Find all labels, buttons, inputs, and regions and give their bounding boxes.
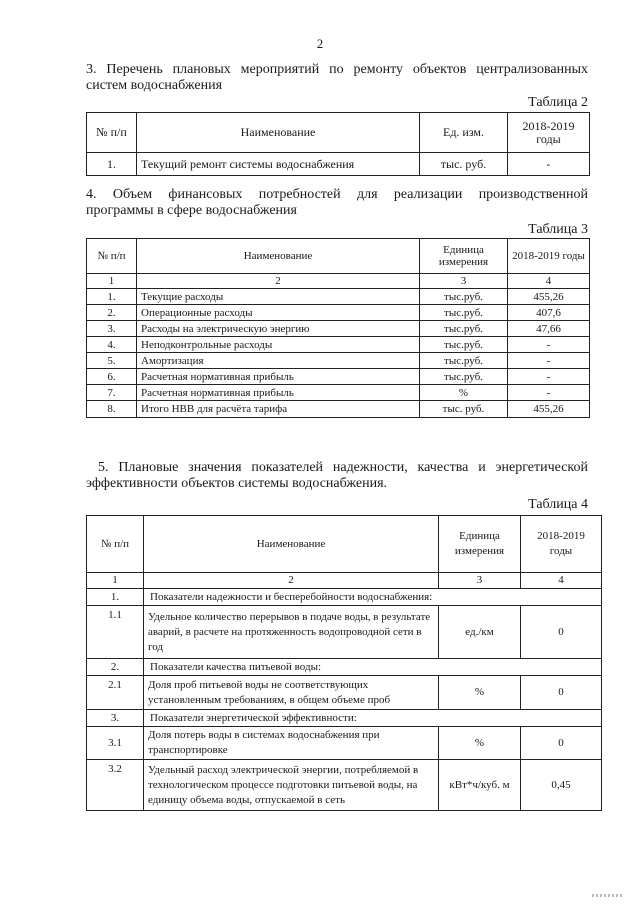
row-name: Расчетная нормативная прибыль: [137, 369, 420, 385]
row-value: -: [508, 153, 590, 176]
colnum: 1: [87, 573, 144, 589]
row-num: 3.1: [87, 727, 144, 760]
table-row: [87, 321, 590, 337]
page-number: 2: [316, 36, 324, 51]
row-num: 1.1: [87, 606, 144, 659]
row-name: Текущие расходы: [137, 289, 420, 305]
row-value: 407,6: [508, 305, 590, 321]
table-row: [87, 353, 590, 369]
table2: [86, 112, 590, 176]
table3-header-num: № п/п: [87, 239, 137, 274]
table3-header-row: [87, 239, 590, 274]
section4-heading-line1: 4. Объем финансовых потребностей для реализации производственной: [86, 187, 588, 202]
row-name: Расчетная нормативная прибыль: [137, 385, 420, 401]
row-num: 6.: [87, 369, 137, 385]
table4-colnum-row: [87, 573, 602, 589]
table-row: [87, 337, 590, 353]
table-row: [87, 676, 602, 710]
table-row-section: [87, 589, 602, 606]
table-row: [87, 401, 590, 418]
section5-heading-line2: эффективности объектов системы водоснабжения.: [86, 476, 388, 491]
table4-header-unit: Единица измерения: [439, 516, 521, 573]
section4-heading: [86, 187, 588, 219]
row-name: Удельный расход электрической энергии, потребляемой в технологическом процессе подготовки питьевой воды, на единицу объема воды, отпускаемой в сеть: [144, 760, 439, 811]
row-num: 1.: [87, 589, 144, 606]
table2-header-unit: Ед. изм.: [420, 113, 508, 153]
section3-heading-line2: систем водоснабжения: [86, 78, 223, 93]
row-value: 0: [521, 606, 602, 659]
row-name: Доля потерь воды в системах водоснабжения при транспортировке: [144, 727, 439, 760]
colnum: 2: [137, 274, 420, 289]
table-row-section: [87, 659, 602, 676]
colnum: 1: [87, 274, 137, 289]
row-name: Доля проб питьевой воды не соответствующих установленным требованиям, в общем объеме проб: [144, 676, 439, 710]
section5-heading: [86, 460, 588, 492]
row-unit: тыс.руб.: [420, 353, 508, 369]
row-unit: %: [439, 727, 521, 760]
table3-header-unit: Единица измерения: [420, 239, 508, 274]
row-num: 3.2: [87, 760, 144, 811]
row-unit: тыс. руб.: [420, 153, 508, 176]
colnum: 4: [521, 573, 602, 589]
row-section-title: Показатели энергетической эффективности:: [144, 710, 602, 727]
table4-label: Таблица 4: [528, 497, 588, 512]
row-unit: тыс.руб.: [420, 321, 508, 337]
row-value: -: [508, 369, 590, 385]
table3-label: Таблица 3: [528, 222, 588, 237]
table-row: [87, 369, 590, 385]
section3-heading: [86, 62, 588, 94]
section3-heading-line1: 3. Перечень плановых мероприятий по ремонту объектов централизованных: [86, 62, 588, 77]
row-num: 1.: [87, 153, 137, 176]
table-row: [87, 760, 602, 811]
row-unit: %: [439, 676, 521, 710]
scan-artifact: [592, 894, 622, 897]
table4-header-name: Наименование: [144, 516, 439, 573]
colnum: 3: [420, 274, 508, 289]
row-value: -: [508, 353, 590, 369]
row-name: Неподконтрольные расходы: [137, 337, 420, 353]
row-name: Амортизация: [137, 353, 420, 369]
table2-header-row: [87, 113, 590, 153]
colnum: 2: [144, 573, 439, 589]
table2-header-name: Наименование: [137, 113, 420, 153]
colnum: 3: [439, 573, 521, 589]
row-name: Расходы на электрическую энергию: [137, 321, 420, 337]
row-unit: тыс.руб.: [420, 369, 508, 385]
row-num: 1.: [87, 289, 137, 305]
row-num: 8.: [87, 401, 137, 418]
row-unit: тыс.руб.: [420, 289, 508, 305]
row-num: 2.: [87, 305, 137, 321]
table-row: [87, 305, 590, 321]
table3-colnum-row: [87, 274, 590, 289]
row-num: 2.: [87, 659, 144, 676]
section5-heading-line1: 5. Плановые значения показателей надежности, качества и энергетической: [98, 460, 588, 475]
row-unit: ед./км: [439, 606, 521, 659]
row-section-title: Показатели качества питьевой воды:: [144, 659, 602, 676]
table2-header-years: 2018-2019 годы: [508, 113, 590, 153]
table3-header-name: Наименование: [137, 239, 420, 274]
row-num: 2.1: [87, 676, 144, 710]
table4: [86, 515, 602, 811]
colnum: 4: [508, 274, 590, 289]
table4-header-row: [87, 516, 602, 573]
table-row: [87, 385, 590, 401]
row-unit: %: [420, 385, 508, 401]
table-row-section: [87, 710, 602, 727]
table3: [86, 238, 590, 418]
row-unit: тыс.руб.: [420, 337, 508, 353]
table-row: [87, 606, 602, 659]
row-value: 0,45: [521, 760, 602, 811]
row-num: 3.: [87, 710, 144, 727]
row-value: 455,26: [508, 289, 590, 305]
row-value: 47,66: [508, 321, 590, 337]
row-name: Операционные расходы: [137, 305, 420, 321]
row-unit: тыс. руб.: [420, 401, 508, 418]
row-num: 5.: [87, 353, 137, 369]
row-value: -: [508, 337, 590, 353]
table2-label: Таблица 2: [528, 95, 588, 110]
section4-heading-line2: программы в сфере водоснабжения: [86, 203, 297, 218]
row-value: 0: [521, 727, 602, 760]
row-value: -: [508, 385, 590, 401]
table4-header-num: № п/п: [87, 516, 144, 573]
table4-header-years: 2018-2019 годы: [521, 516, 602, 573]
row-num: 3.: [87, 321, 137, 337]
row-num: 4.: [87, 337, 137, 353]
table2-header-num: № п/п: [87, 113, 137, 153]
table-row: [87, 153, 590, 176]
row-unit: тыс.руб.: [420, 305, 508, 321]
row-section-title: Показатели надежности и бесперебойности водоснабжения:: [144, 589, 602, 606]
row-name: Текущий ремонт системы водоснабжения: [137, 153, 420, 176]
row-value: 455,26: [508, 401, 590, 418]
row-value: 0: [521, 676, 602, 710]
table3-header-years: 2018-2019 годы: [508, 239, 590, 274]
row-name: Итого НВВ для расчёта тарифа: [137, 401, 420, 418]
table-row: [87, 289, 590, 305]
row-name: Удельное количество перерывов в подаче воды, в результате аварий, в расчете на протяженность водопроводной сети в год: [144, 606, 439, 659]
table-row: [87, 727, 602, 760]
row-unit: кВт*ч/куб. м: [439, 760, 521, 811]
row-num: 7.: [87, 385, 137, 401]
